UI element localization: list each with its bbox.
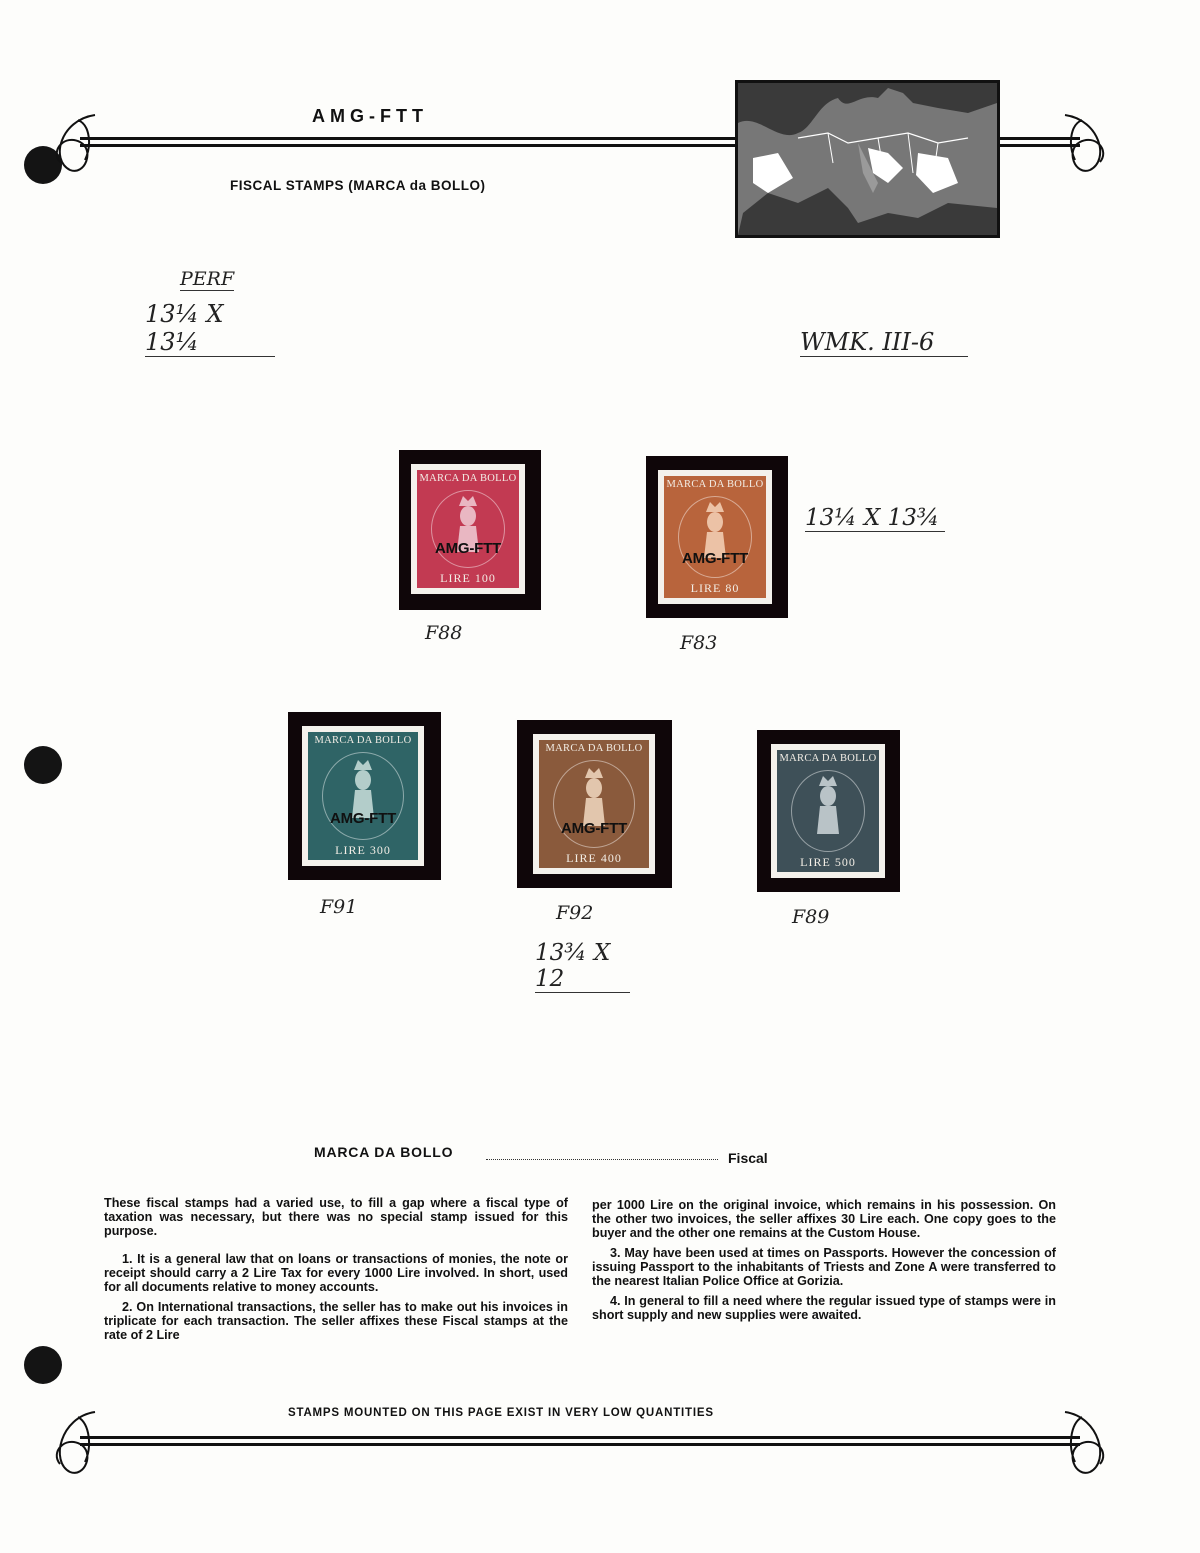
perf-note-bottom: 13¾ X 12 xyxy=(535,940,630,993)
stamp-mount-f89 xyxy=(757,730,900,892)
description-paragraph: per 1000 Lire on the original invoice, which remains in his possession. On the other two invoices, the seller affixes 30 Lire each. One copy goes to the buyer and the other one remains at the Custom House. xyxy=(592,1198,1056,1240)
stamp-f91 xyxy=(302,726,424,866)
description-label: MARCA DA BOLLO xyxy=(314,1144,454,1160)
map-illustration xyxy=(738,83,997,235)
stamp-f83 xyxy=(658,470,772,604)
stamp-f88 xyxy=(411,464,525,594)
binder-hole-bottom xyxy=(24,1346,62,1384)
stamp-header-text: MARCA DA BOLLO xyxy=(779,753,877,764)
stamp-header-text: MARCA DA BOLLO xyxy=(545,743,643,754)
stamp-overprint: AMG-FTT xyxy=(681,550,749,567)
watermark-note: WMK. III-6 xyxy=(800,328,968,357)
catalog-number-f88: F88 xyxy=(425,622,463,644)
description-heading xyxy=(314,1144,784,1164)
description-paragraph: 1. It is a general law that on loans or transactions of monies, the note or receipt should carry a 2 Lire Tax for every 1000 Lire involved. In short, used for all documents relative to money accounts. xyxy=(104,1252,568,1294)
portrait-icon xyxy=(350,756,376,818)
binder-hole-middle xyxy=(24,746,62,784)
stamp-value-text: LIRE 80 xyxy=(690,581,740,595)
description-category: Fiscal xyxy=(728,1150,768,1166)
stamp-overprint: AMG-FTT xyxy=(560,820,628,837)
page-title: AMG-FTT xyxy=(312,106,428,126)
europe-map-inset xyxy=(735,80,1000,238)
description-left-column xyxy=(104,1196,568,1348)
stamp-header-text: MARCA DA BOLLO xyxy=(666,479,764,490)
stamp-mount-f91 xyxy=(288,712,441,880)
stamp-overprint: AMG-FTT xyxy=(434,540,502,557)
perf-label-handwritten: PERF xyxy=(180,268,235,290)
stamp-f89 xyxy=(771,744,885,878)
stamp-header-text: MARCA DA BOLLO xyxy=(419,473,517,484)
description-paragraph: 4. In general to fill a need where the regular issued type of stamps were in short supply and new supplies were awaited. xyxy=(592,1294,1056,1322)
catalog-number-f92: F92 xyxy=(556,902,594,924)
description-paragraph: 3. May have been used at times on Passports. However the concession of issuing Passport to the inhabitants of Triests and Zone A were transferred to the nearest Italian Police Office at Gorizia. xyxy=(592,1246,1056,1288)
stamp-overprint: AMG-FTT xyxy=(329,810,397,827)
page-subtitle: FISCAL STAMPS (MARCA da BOLLO) xyxy=(230,178,486,193)
stamp-value-text: LIRE 300 xyxy=(335,843,391,857)
stamp-design xyxy=(308,732,418,860)
description-paragraph: These fiscal stamps had a varied use, to fill a gap where a fiscal type of taxation was necessary, but there was no special stamp issued for this purpose. xyxy=(104,1196,568,1238)
stamp-value-text: LIRE 100 xyxy=(440,571,496,585)
bottom-ornamental-rule xyxy=(40,1402,1120,1482)
stamp-design xyxy=(417,470,519,588)
stamp-header-text: MARCA DA BOLLO xyxy=(314,735,412,746)
perf-note-top-right: 13¼ X 13¾ xyxy=(805,505,945,532)
stamp-value-text: LIRE 500 xyxy=(800,855,856,869)
description-paragraph: 2. On International transactions, the seller has to make out his invoices in triplicate for each transaction. The seller affixes these Fiscal stamps at the rate of 2 Lire xyxy=(104,1300,568,1342)
catalog-number-f89: F89 xyxy=(792,906,830,928)
description-right-column xyxy=(592,1198,1056,1328)
description-leader-dots xyxy=(486,1159,718,1160)
stamp-design xyxy=(539,740,649,868)
catalog-number-f91: F91 xyxy=(320,896,358,918)
catalog-number-f83: F83 xyxy=(680,632,718,654)
stamp-mount-f83 xyxy=(646,456,788,618)
stamp-mount-f88 xyxy=(399,450,541,610)
portrait-icon xyxy=(581,764,607,826)
stamp-f92 xyxy=(533,734,655,874)
footer-note: STAMPS MOUNTED ON THIS PAGE EXIST IN VERY LOW QUANTITIES xyxy=(288,1407,714,1419)
perf-value-handwritten: 13¼ X 13¼ xyxy=(145,300,275,357)
stamp-design xyxy=(777,750,879,872)
stamp-mount-f92 xyxy=(517,720,672,888)
portrait-icon xyxy=(815,772,841,834)
stamp-design xyxy=(664,476,766,598)
stamp-value-text: LIRE 400 xyxy=(566,851,622,865)
portrait-icon xyxy=(702,498,728,558)
